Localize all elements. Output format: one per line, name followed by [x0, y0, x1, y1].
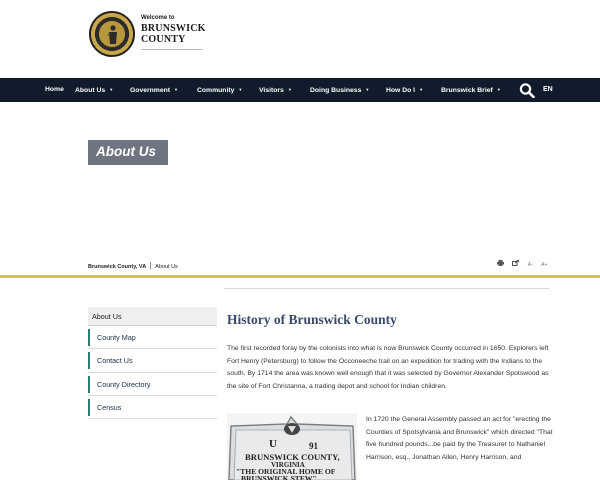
page-title: About Us: [96, 144, 156, 159]
sidebar-item-census[interactable]: Census: [88, 396, 217, 419]
history-paragraph-1: The first recorded foray by the colonists into what is now Brunswick County occurred in 1650. Explorers left Fort Henry (Petersburg) to follow the Occoneeche trail on an expedition for trading with the Indians to the south. By 1714 the area was known well enough that it was selected by Governor Alexander Spotswood as the site of Fort Christanna, a trading depot and school for Indian children.: [227, 345, 549, 390]
county-name[interactable]: [141, 23, 206, 45]
nav-item-community[interactable]: [197, 78, 242, 102]
marker-line-1: BRUNSWICK COUNTY,: [245, 452, 340, 462]
marker-line-4: BRUNSWICK STEW": [241, 474, 317, 480]
caret-down-icon: ▼: [174, 87, 179, 92]
sidebar-navigation: [88, 307, 217, 419]
nav-item-label: Brunswick Brief: [441, 87, 493, 94]
marker-line-3: "THE ORIGINAL HOME OF: [236, 467, 336, 476]
caret-down-icon: ▼: [238, 87, 243, 92]
caret-down-icon: ▼: [287, 87, 292, 92]
caret-down-icon: ▼: [419, 87, 424, 92]
font-decrease-button[interactable]: A-: [527, 262, 533, 268]
page-title-box: [88, 140, 168, 165]
share-icon[interactable]: [512, 260, 519, 268]
nav-item-label: About Us: [75, 87, 106, 94]
marker-line-2: VIRGINIA: [271, 461, 305, 469]
caret-down-icon: ▼: [496, 87, 501, 92]
sidebar-item-contact-us[interactable]: Contact Us: [88, 349, 217, 372]
county-seal-logo[interactable]: [89, 11, 135, 57]
nav-item-about-us[interactable]: [75, 78, 113, 102]
county-name-line2: COUNTY: [141, 34, 186, 45]
site-header: [0, 0, 600, 78]
marker-letter: U: [269, 438, 277, 450]
history-paragraph-2: In 1720 the General Assembly passed an act for "erecting the Counties of Spotsylvania and Brunswick" which directed "That five hundred pounds...be paid by the Treasurer to Nathaniel Harrison, esq., Jonathan Allen, Henry Harrison, and: [366, 416, 553, 461]
nav-item-home[interactable]: [45, 78, 64, 102]
breadcrumb-current: About Us: [155, 264, 178, 270]
breadcrumb: [88, 262, 178, 270]
content-divider: [224, 288, 549, 289]
search-icon[interactable]: [519, 83, 535, 98]
nav-item-label: Community: [197, 87, 235, 94]
main-navigation: [0, 78, 600, 102]
caret-down-icon: ▼: [109, 87, 114, 92]
section-divider-gold: [0, 275, 600, 278]
nav-item-label: How Do I: [386, 87, 416, 94]
nav-item-doing-business[interactable]: [310, 78, 369, 102]
language-selector[interactable]: EN: [543, 86, 553, 93]
page-tools: [497, 260, 554, 270]
breadcrumb-home-link[interactable]: Brunswick County, VA: [88, 264, 147, 270]
print-icon[interactable]: [497, 260, 504, 268]
font-increase-button[interactable]: A+: [541, 262, 548, 268]
county-name-line1: BRUNSWICK: [141, 23, 206, 34]
caret-down-icon: ▼: [365, 87, 370, 92]
marker-number: 91: [309, 441, 318, 451]
sidebar-heading[interactable]: About Us: [88, 307, 217, 326]
sidebar-item-county-map[interactable]: County Map: [88, 326, 217, 349]
page-banner: [0, 102, 600, 276]
logo-divider: [141, 49, 202, 50]
sidebar-item-county-directory[interactable]: County Directory: [88, 373, 217, 396]
nav-item-label: Doing Business: [310, 87, 362, 94]
welcome-text: Welcome to: [141, 15, 175, 21]
nav-item-government[interactable]: [130, 78, 178, 102]
nav-item-label: Government: [130, 87, 171, 94]
historical-marker-image: [227, 413, 357, 480]
historical-marker-photo: [227, 413, 357, 480]
nav-item-how-do-i[interactable]: [386, 78, 423, 102]
breadcrumb-separator: [150, 262, 151, 269]
nav-item-label: Visitors: [259, 87, 284, 94]
nav-item-visitors[interactable]: [259, 78, 292, 102]
nav-item-label: Home: [45, 86, 64, 93]
nav-item-brunswick-brief[interactable]: [441, 78, 501, 102]
seal-figure-icon: [105, 24, 121, 46]
content-heading: History of Brunswick County: [227, 312, 397, 327]
